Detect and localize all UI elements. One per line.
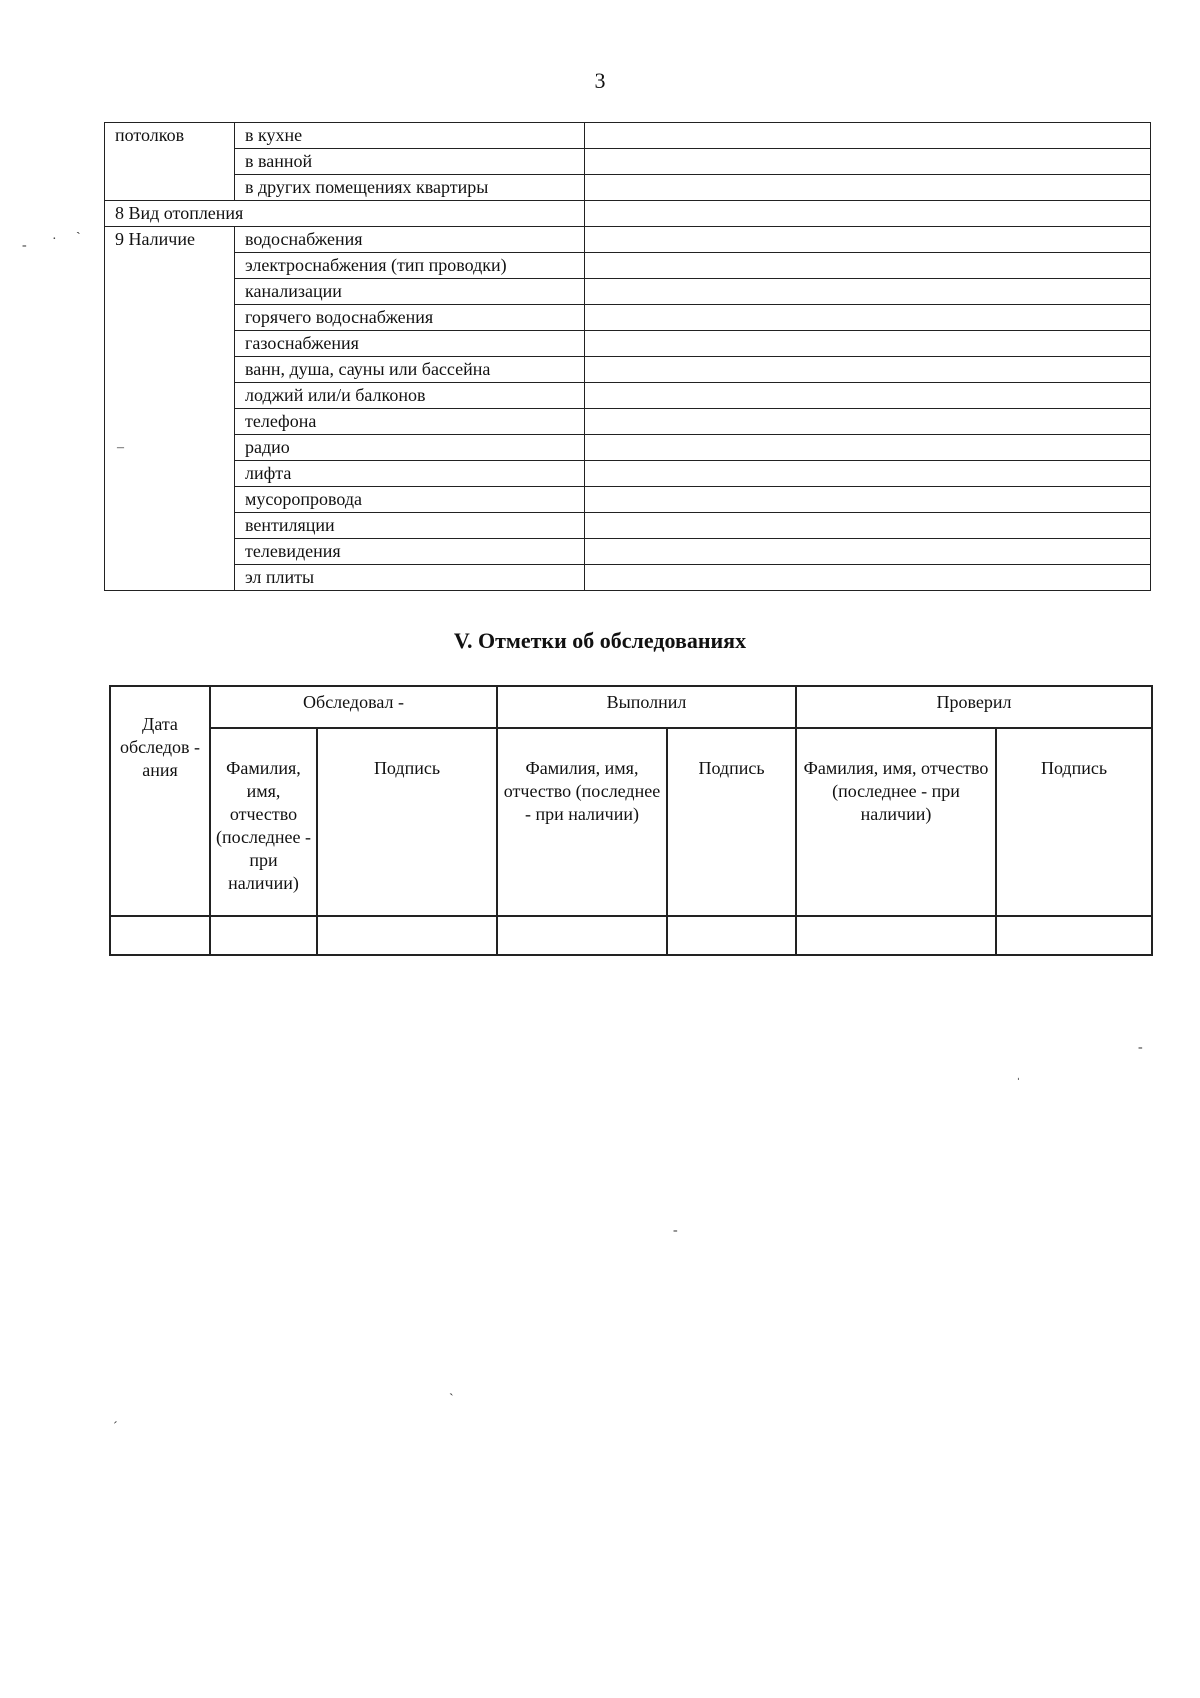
ceilings-kitchen: в кухне — [235, 123, 585, 149]
inspections-table — [109, 685, 1153, 956]
utilities-table — [104, 122, 1151, 591]
inspected-name-header: Фамилия, имя, отчество (последнее - при наличии) — [210, 728, 317, 916]
table-row — [105, 331, 1151, 357]
checked-signature-header: Подпись — [996, 728, 1152, 916]
table-row — [105, 253, 1151, 279]
value-cell[interactable] — [585, 357, 1151, 383]
table-row — [105, 487, 1151, 513]
checked-name-header: Фамилия, имя, отчество (последнее - при наличии) — [796, 728, 996, 916]
presence-item: телефона — [235, 409, 585, 435]
table-subheader-row — [110, 728, 1152, 916]
presence-item: канализации — [235, 279, 585, 305]
presence-item: радио — [235, 435, 585, 461]
page-number: 3 — [594, 68, 606, 93]
performed-name-cell[interactable] — [497, 916, 667, 955]
table-row — [105, 149, 1151, 175]
inspected-signature-header: Подпись — [317, 728, 497, 916]
inspected-name-cell[interactable] — [210, 916, 317, 955]
presence-item: водоснабжения — [235, 227, 585, 253]
value-cell[interactable] — [585, 253, 1151, 279]
table-row — [105, 539, 1151, 565]
group-header-performed: Выполнил — [497, 686, 796, 728]
value-cell[interactable] — [585, 227, 1151, 253]
table-row — [105, 201, 1151, 227]
table-row — [110, 916, 1152, 955]
performed-name-header: Фамилия, имя, отчество (последнее - при наличии) — [497, 728, 667, 916]
table-row — [105, 305, 1151, 331]
inspected-signature-cell[interactable] — [317, 916, 497, 955]
date-header: Дата обследов - ания — [110, 686, 210, 916]
presence-item: газоснабжения — [235, 331, 585, 357]
scan-speck: ˋ — [449, 1392, 454, 1407]
presence-item: электроснабжения (тип проводки) — [235, 253, 585, 279]
ceilings-label: потолков — [105, 123, 235, 201]
table-row — [105, 123, 1151, 149]
scan-speck: - — [1138, 1040, 1143, 1055]
scan-speck: ˊ — [113, 1420, 118, 1435]
table-header-row — [110, 686, 1152, 728]
presence-item: лифта — [235, 461, 585, 487]
checked-signature-cell[interactable] — [996, 916, 1152, 955]
value-cell[interactable] — [585, 435, 1151, 461]
value-cell[interactable] — [585, 123, 1151, 149]
table-row — [105, 175, 1151, 201]
table-row — [105, 279, 1151, 305]
performed-signature-cell[interactable] — [667, 916, 796, 955]
value-cell[interactable] — [585, 149, 1151, 175]
section-title: V. Отметки об обследованиях — [453, 628, 747, 653]
table-row — [105, 435, 1151, 461]
table-row — [105, 461, 1151, 487]
ceilings-bathroom: в ванной — [235, 149, 585, 175]
presence-item: мусоропровода — [235, 487, 585, 513]
group-header-inspected: Обследовал - — [210, 686, 497, 728]
scan-speck: – — [117, 440, 124, 455]
presence-item: телевидения — [235, 539, 585, 565]
scan-speck: - — [22, 238, 27, 253]
table-row — [105, 383, 1151, 409]
date-cell[interactable] — [110, 916, 210, 955]
scan-speck: ˌ — [1016, 1066, 1021, 1081]
presence-item: горячего водоснабжения — [235, 305, 585, 331]
presence-item: вентиляции — [235, 513, 585, 539]
performed-signature-header: Подпись — [667, 728, 796, 916]
table-row — [105, 409, 1151, 435]
table-row — [105, 565, 1151, 591]
heating-label: 8 Вид отопления — [105, 201, 585, 227]
presence-label: 9 Наличие — [105, 227, 235, 591]
value-cell[interactable] — [585, 305, 1151, 331]
presence-item: ванн, душа, сауны или бассейна — [235, 357, 585, 383]
scan-speck: ˎ — [76, 220, 81, 235]
scan-speck: - — [673, 1223, 678, 1238]
value-cell[interactable] — [585, 565, 1151, 591]
group-header-checked: Проверил — [796, 686, 1152, 728]
value-cell[interactable] — [585, 461, 1151, 487]
table-row — [105, 227, 1151, 253]
presence-item: лоджий или/и балконов — [235, 383, 585, 409]
checked-name-cell[interactable] — [796, 916, 996, 955]
value-cell[interactable] — [585, 175, 1151, 201]
value-cell[interactable] — [585, 383, 1151, 409]
presence-item: эл плиты — [235, 565, 585, 591]
value-cell[interactable] — [585, 331, 1151, 357]
value-cell[interactable] — [585, 409, 1151, 435]
value-cell[interactable] — [585, 539, 1151, 565]
value-cell[interactable] — [585, 487, 1151, 513]
value-cell[interactable] — [585, 201, 1151, 227]
table-row — [105, 357, 1151, 383]
value-cell[interactable] — [585, 513, 1151, 539]
value-cell[interactable] — [585, 279, 1151, 305]
ceilings-other-rooms: в других помещениях квартиры — [235, 175, 585, 201]
scan-speck: · — [52, 232, 57, 247]
table-row — [105, 513, 1151, 539]
